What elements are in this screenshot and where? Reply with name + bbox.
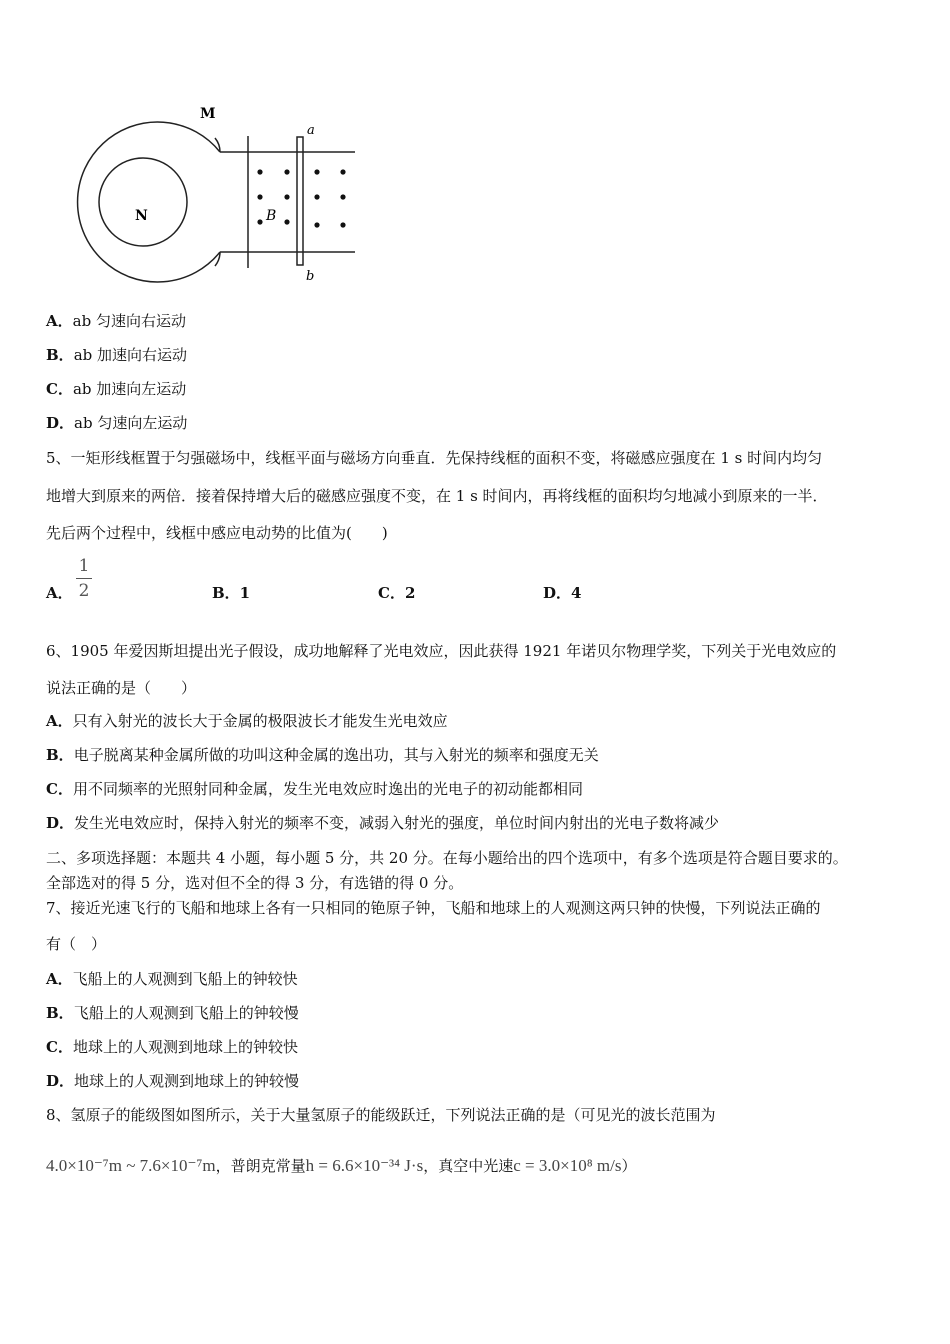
section-2-line-2: 全部选对的得 5 分，选对但不全的得 3 分，有选错的得 0 分。	[46, 874, 464, 892]
q7-line-2: 有（ ）	[46, 935, 107, 953]
q5-line-2: 地增大到原来的两倍．接着保持增大后的磁感应强度不变，在 1 s 时间内，再将线框的面积均匀地减小到原来的一半．	[46, 487, 828, 505]
wavelength-range: 4.0×10⁻⁷m ~ 7.6×10⁻⁷m	[46, 1156, 216, 1175]
q4-option-a[interactable]: A．ab 匀速向右运动	[46, 312, 186, 330]
q5-option-a[interactable]: A．	[46, 584, 73, 602]
q5-option-c[interactable]: C．2	[378, 584, 416, 602]
circuit-figure	[55, 100, 365, 290]
label-field-b: B	[266, 208, 277, 224]
q6-option-c[interactable]: C．用不同频率的光照射同种金属，发生光电效应时逸出的光电子的初动能都相同	[46, 780, 583, 798]
q4-option-d[interactable]: D．ab 匀速向左运动	[46, 414, 188, 432]
q5-option-b[interactable]: B．1	[212, 584, 251, 602]
planck-constant: h = 6.6×10⁻³⁴ J·s	[305, 1156, 424, 1175]
q5-option-d[interactable]: D．4	[543, 584, 582, 602]
q7-option-d[interactable]: D．地球上的人观测到地球上的钟较慢	[46, 1072, 300, 1090]
q4-option-c[interactable]: C．ab 加速向左运动	[46, 380, 187, 398]
label-m: M	[200, 106, 216, 122]
speed-of-light: c = 3.0×10⁸ m/s	[513, 1156, 622, 1175]
q7-option-b[interactable]: B．飞船上的人观测到飞船上的钟较慢	[46, 1004, 299, 1022]
q7-option-c[interactable]: C．地球上的人观测到地球上的钟较快	[46, 1038, 298, 1056]
q6-line-1: 6、1905 年爱因斯坦提出光子假设，成功地解释了光电效应，因此获得 1921 年诺贝尔物理学奖，下列关于光电效应的	[46, 642, 837, 660]
q8-line-1: 8、氢原子的能级图如图所示，关于大量氢原子的能级跃迁，下列说法正确的是（可见光的波长范围为	[46, 1106, 716, 1124]
q7-option-a[interactable]: A．飞船上的人观测到飞船上的钟较快	[46, 970, 298, 988]
label-n: N	[135, 208, 148, 224]
q4-option-b[interactable]: B．ab 加速向右运动	[46, 346, 188, 364]
q6-option-b[interactable]: B．电子脱离某种金属所做的功叫这种金属的逸出功，其与入射光的频率和强度无关	[46, 746, 599, 764]
label-b-rod: b	[306, 269, 315, 284]
q7-line-1: 7、接近光速飞行的飞船和地球上各有一只相同的铯原子钟，飞船和地球上的人观测这两只钟的快慢，下列说法正确的	[46, 899, 821, 917]
q6-option-a[interactable]: A．只有入射光的波长大于金属的极限波长才能发生光电效应	[46, 712, 448, 730]
label-a: a	[307, 123, 315, 138]
fraction-one-half: 1 2	[74, 556, 94, 601]
q6-option-d[interactable]: D．发生光电效应时，保持入射光的频率不变，减弱入射光的强度，单位时间内射出的光电子数将减少	[46, 814, 720, 832]
section-2-line-1: 二、多项选择题：本题共 4 小题，每小题 5 分，共 20 分。在每小题给出的四个选项中，有多个选项是符合题目要求的。	[46, 849, 848, 867]
q8-line-2: 4.0×10⁻⁷m ~ 7.6×10⁻⁷m，普朗克常量h = 6.6×10⁻³⁴ J·s，真空中光速c = 3.0×10⁸ m/s）	[46, 1156, 637, 1175]
q6-line-2: 说法正确的是（ ）	[46, 679, 197, 697]
q5-line-3: 先后两个过程中，线框中感应电动势的比值为( )	[46, 524, 388, 542]
q5-line-1: 5、一矩形线框置于匀强磁场中，线框平面与磁场方向垂直．先保持线框的面积不变，将磁感应强度在 1 s 时间内均匀	[46, 449, 823, 467]
